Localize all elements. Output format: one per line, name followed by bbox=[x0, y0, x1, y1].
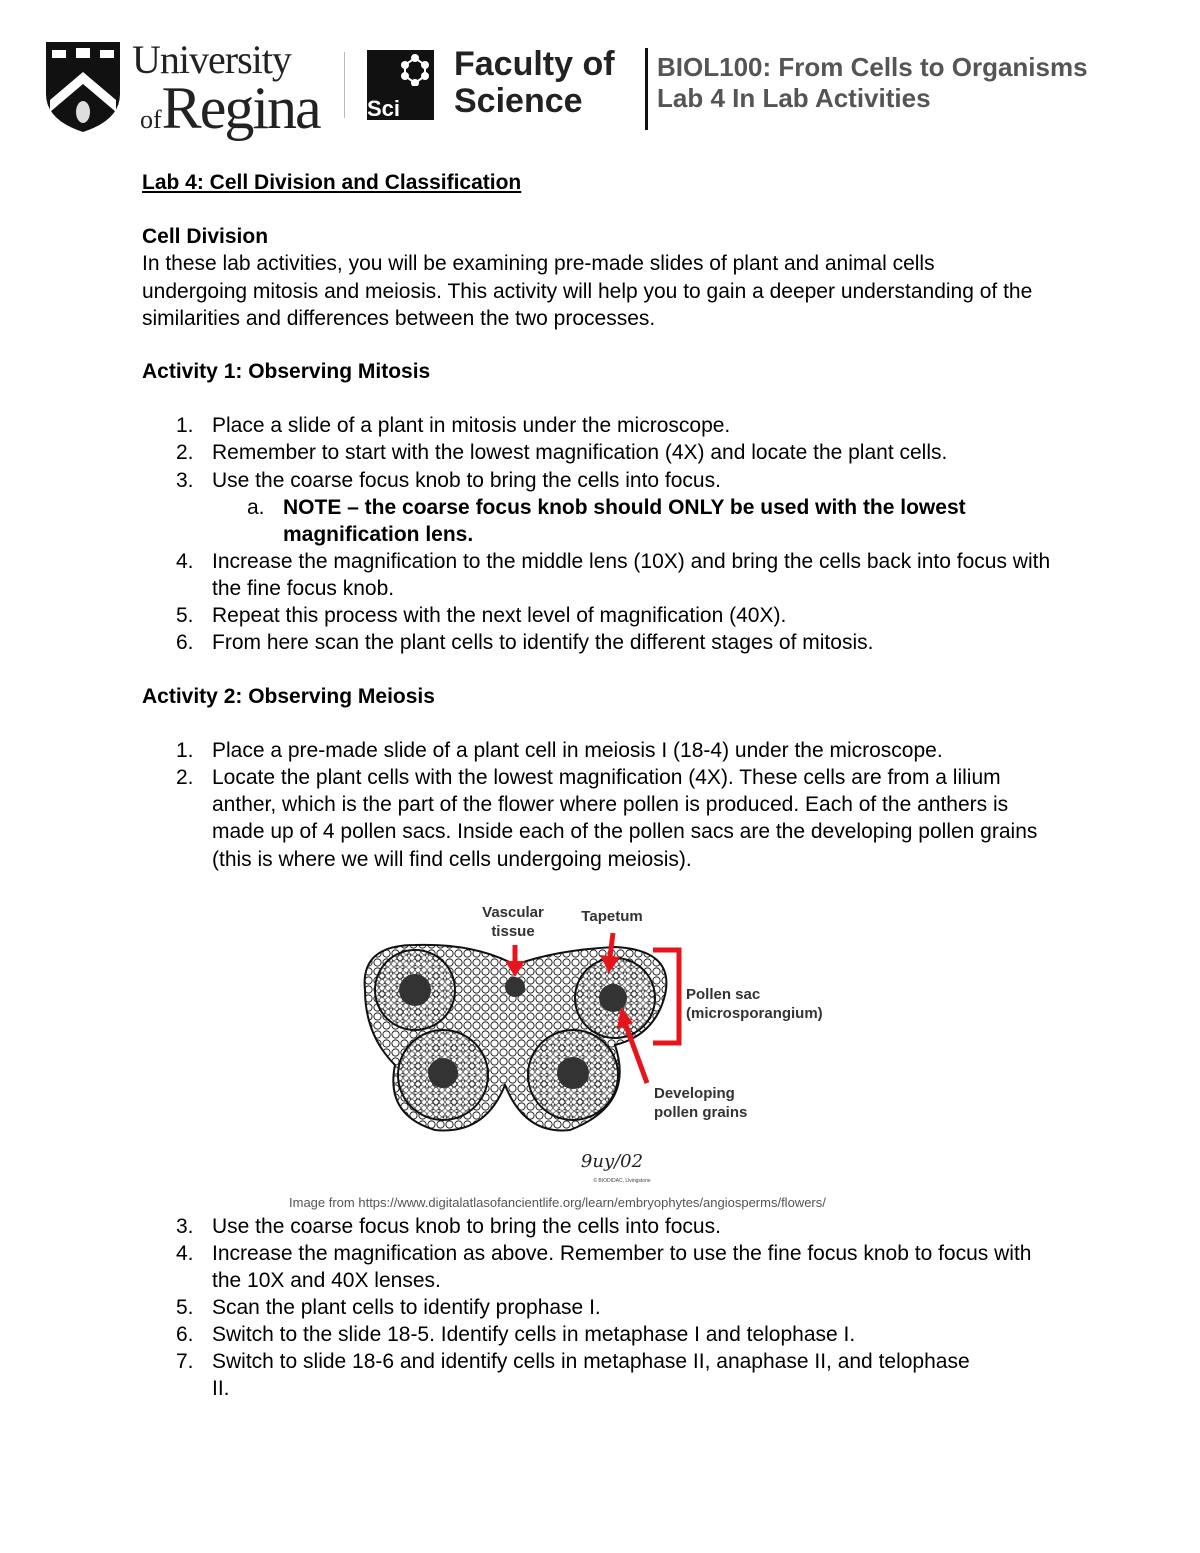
list-item: 5. Scan the plant cells to identify prophase I. bbox=[176, 1296, 601, 1319]
list-item: 1. Place a pre-made slide of a plant cell in meiosis I (18-4) under the microscope. bbox=[176, 739, 943, 762]
label-developing-line2: pollen grains bbox=[654, 1104, 748, 1121]
intro-paragraph: In these lab activities, you will be examining pre-made slides of plant and animal cells undergoing mitosis and meiosis. This activity will help you to gain a deeper understanding of the similarities and differences between the two processes. bbox=[142, 252, 1033, 330]
signature: 9uy/02 bbox=[580, 1151, 644, 1172]
sci-badge-text: Sci bbox=[367, 96, 401, 121]
course-title: BIOL100: From Cells to Organisms bbox=[657, 52, 1088, 82]
figure-caption: Image from https://www.digitalatlasofancientlife.org/learn/embryophytes/angiosperms/flowers/ bbox=[289, 1195, 826, 1210]
lab-subtitle: Lab 4 In Lab Activities bbox=[657, 83, 931, 113]
list-item: 7. Switch to slide 18-6 and identify cells in metaphase II, anaphase II, and telophase II. bbox=[176, 1350, 970, 1401]
list-item: 1. Place a slide of a plant in mitosis under the microscope. bbox=[176, 414, 731, 437]
faculty-name bbox=[454, 46, 615, 120]
divider bbox=[344, 52, 345, 118]
university-crest-logo bbox=[46, 42, 120, 132]
activity2-heading: Activity 2: Observing Meiosis bbox=[142, 685, 435, 708]
list-item: 6. Switch to the slide 18-5. Identify cells in metaphase I and telophase I. bbox=[176, 1323, 856, 1346]
list-subitem-note: a. NOTE – the coarse focus knob should ONLY be used with the lowest magnification lens. bbox=[247, 496, 966, 547]
list-item: 2. Remember to start with the lowest magnification (4X) and locate the plant cells. bbox=[176, 441, 948, 464]
document-title: Lab 4: Cell Division and Classification bbox=[142, 171, 522, 194]
university-regina: Regina bbox=[161, 75, 320, 141]
university-name-line2 bbox=[140, 74, 320, 143]
list-item: 3. Use the coarse focus knob to bring the cells into focus. bbox=[176, 469, 721, 492]
copyright: © BIODIDAC, Livingstone bbox=[593, 1178, 651, 1184]
label-vascular-line1: Vascular bbox=[482, 904, 544, 921]
divider bbox=[645, 48, 648, 130]
faculty-sci-logo bbox=[367, 50, 434, 120]
label-vascular-line2: tissue bbox=[491, 923, 535, 940]
label-developing-line1: Developing bbox=[654, 1085, 735, 1102]
faculty-line1: Faculty of bbox=[454, 45, 615, 83]
activity1-heading: Activity 1: Observing Mitosis bbox=[142, 360, 431, 383]
section-heading: Cell Division bbox=[142, 225, 269, 248]
university-name-line1: University bbox=[132, 37, 291, 82]
list-item: 2. Locate the plant cells with the lowest magnification (4X). These cells are from a lilium anther, which is the part of the flower where pollen is produced. Each of the anthers is made up of 4 pollen sacs. Inside each of the pollen sacs are the developing pollen grains (this is where we will find cells undergoing meiosis). bbox=[176, 766, 1038, 871]
label-pollen-sac-line1: Pollen sac bbox=[686, 986, 761, 1003]
list-item: 6. From here scan the plant cells to identify the different stages of mitosis. bbox=[176, 631, 874, 654]
molecule-icon bbox=[399, 54, 431, 86]
anther-cross-section-figure bbox=[355, 895, 855, 1195]
label-pollen-sac-line2: (microsporangium) bbox=[686, 1005, 823, 1022]
list-item: 5. Repeat this process with the next level of magnification (40X). bbox=[176, 604, 787, 627]
list-item: 4. Increase the magnification as above. Remember to use the fine focus knob to focus with the 10X and 40X lenses. bbox=[176, 1242, 1032, 1293]
list-item: 3. Use the coarse focus knob to bring the cells into focus. bbox=[176, 1215, 721, 1238]
university-of: of bbox=[140, 105, 162, 134]
label-tapetum: Tapetum bbox=[581, 908, 643, 925]
list-item: 4. Increase the magnification to the middle lens (10X) and bring the cells back into focus with the fine focus knob. bbox=[176, 550, 1051, 601]
faculty-line2: Science bbox=[454, 82, 583, 120]
